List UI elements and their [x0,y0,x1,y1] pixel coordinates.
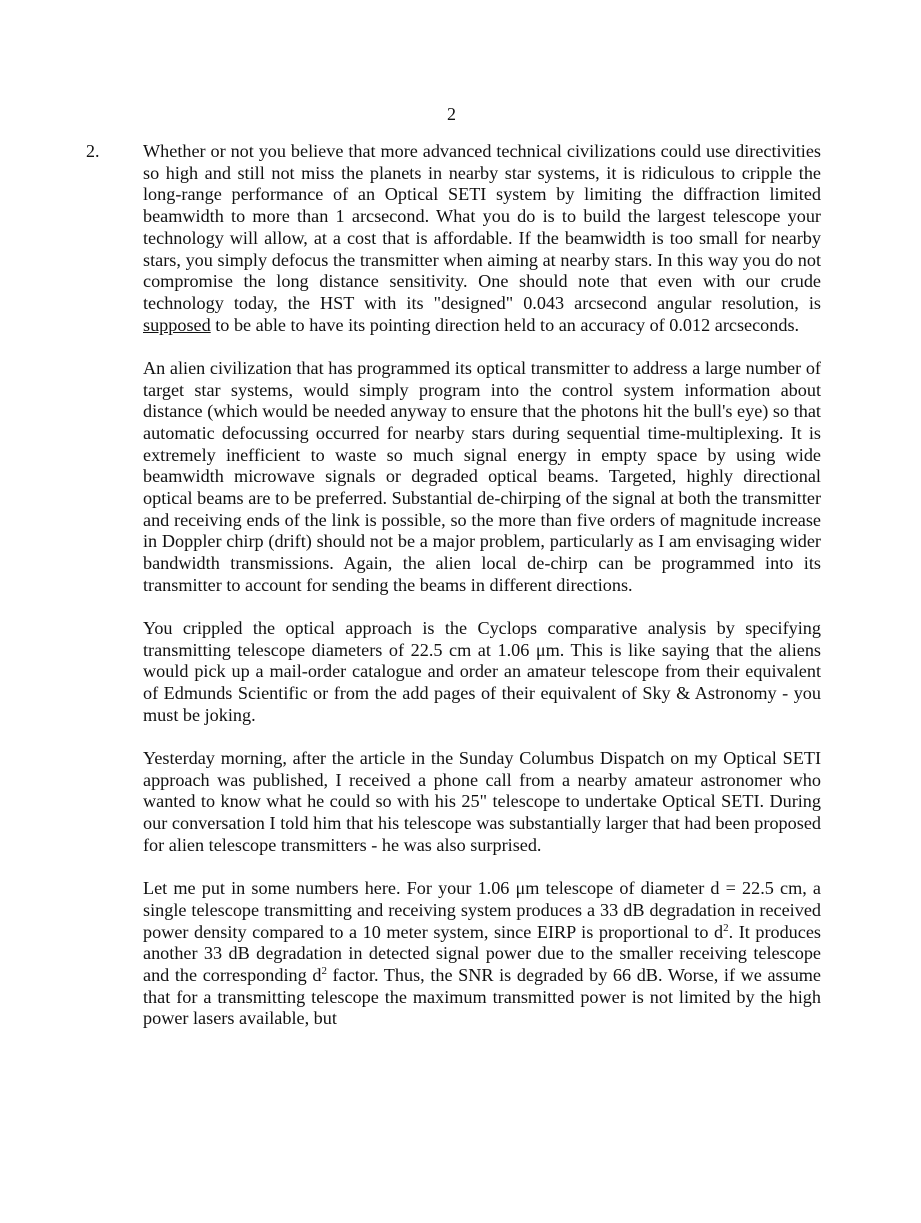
paragraph-5 [143,878,821,1030]
paragraph-5-text-a: Let me put in some numbers here. For your 1.06 μm telescope of diameter d = 22.5 cm, a single telescope transmitting and receiving system produces a 33 dB degradation in received power density compared to a 10 meter system, since EIRP is proportional to d [143,878,821,942]
paragraph-1 [143,141,821,336]
paragraph-4: Yesterday morning, after the article in the Sunday Columbus Dispatch on my Optical SETI approach was published, I received a phone call from a nearby amateur astronomer who wanted to know what he could so with his 25" telescope to undertake Optical SETI. During our conversation I told him that his telescope was substantially larger that had been proposed for alien telescope transmitters - he was also surprised. [143,748,821,855]
underlined-word: supposed [143,314,211,335]
item-number: 2. [86,141,100,161]
page-number: 2 [447,104,456,124]
paragraph-1-text-a: Whether or not you believe that more advanced technical civilizations could use directivities so high and still not miss the planets in nearby star systems, it is ridiculous to cripple the long-range performance of an Optical SETI system by limiting the diffraction limited beamwidth to more than 1 arcsecond. What you do is to build the largest telescope your technology will allow, at a cost that is affordable. If the beamwidth is too small for nearby stars, you simply defocus the transmitter when aiming at nearby stars. In this way you do not compromise the long distance sensitivity. One should note that even with our crude technology today, the HST with its "designed" 0.043 arcsecond angular resolution, is [143,141,821,313]
superscript-2: 2 [723,921,729,934]
paragraph-5-text-c: factor. Thus, the SNR is degraded by 66 dB. Worse, if we assume that for a transmitting telescope the maximum transmitted power is not limited by the high power lasers available, but [143,964,822,1029]
document-body [143,141,821,1052]
paragraph-5-text-b: . It produces another 33 dB degradation in detected signal power due to the smaller receiving telescope and the corresponding d [143,921,822,985]
superscript-2: 2 [321,964,327,977]
paragraph-3: You crippled the optical approach is the Cyclops comparative analysis by specifying transmitting telescope diameters of 22.5 cm at 1.06 μm. This is like saying that the aliens would pick up a mail-order catalogue and order an amateur telescope from their equivalent of Edmunds Scientific or from the add pages of their equivalent of Sky & Astronomy - you must be joking. [143,618,821,725]
paragraph-2: An alien civilization that has programmed its optical transmitter to address a large number of target star systems, would simply program into the control system information about distance (which would be needed anyway to ensure that the photons hit the bull's eye) so that automatic defocussing occurred for nearby stars during sequential time-multiplexing. It is extremely inefficient to waste so much signal energy in empty space by using wide beamwidth microwave signals or degraded optical beams. Targeted, highly directional optical beams are to be preferred. Substantial de-chirping of the signal at both the transmitter and receiving ends of the link is possible, so the more than five orders of magnitude increase in Doppler chirp (drift) should not be a major problem, particularly as I am envisaging wider bandwidth transmissions. Again, the alien local de-chirp can be programmed into its transmitter to account for sending the beams in different directions. [143,357,821,595]
paragraph-1-text-b: to be able to have its pointing direction held to an accuracy of 0.012 arcseconds. [210,314,800,335]
